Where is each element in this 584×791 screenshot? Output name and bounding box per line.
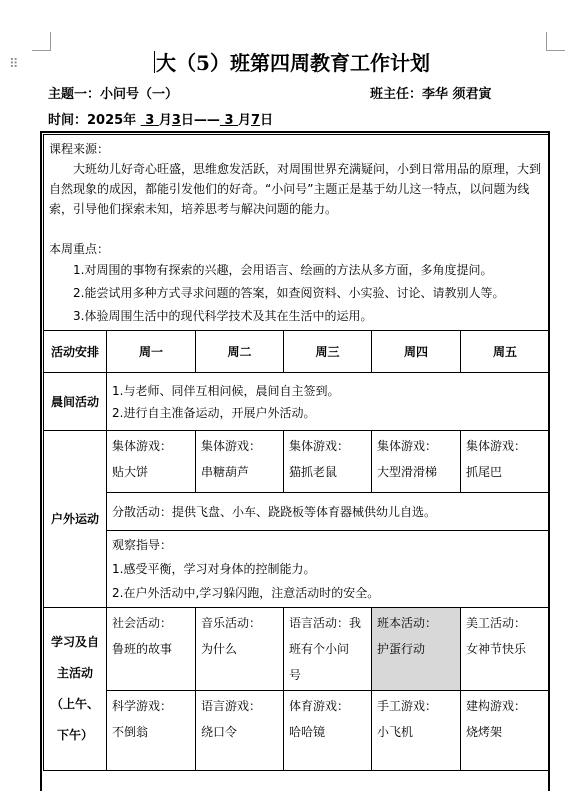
outdoor-guide-cell[interactable] — [107, 531, 550, 608]
course-source-label: 课程来源： — [49, 142, 110, 156]
cell-name: 绕口令 — [201, 725, 238, 739]
cell-type: 班本活动： — [377, 616, 438, 630]
learning-cell[interactable] — [461, 691, 550, 771]
outdoor-game-cell[interactable] — [372, 431, 461, 493]
cell-name: 护蛋行动 — [377, 642, 426, 656]
time-month-2: 3 — [224, 113, 234, 128]
learning-cell-highlighted[interactable] — [372, 608, 461, 691]
learning-cell[interactable] — [284, 608, 372, 691]
morning-line: 2.进行自主准备运动，开展户外活动。 — [112, 405, 316, 420]
drag-handle-icon[interactable]: ⠿ — [9, 57, 18, 72]
header-thursday[interactable]: 周四 — [372, 331, 461, 373]
teachers-label: 班主任： — [370, 87, 423, 102]
cell-name: 不倒翁 — [112, 725, 149, 739]
outdoor-game-cell[interactable] — [461, 431, 550, 493]
teachers-line[interactable] — [370, 86, 492, 104]
cell-type: 音乐活动： — [201, 616, 262, 630]
cell-type: 手工游戏： — [377, 699, 438, 713]
cell-name: 鲁班的故事 — [112, 642, 173, 656]
cell-type: 集体游戏： — [466, 439, 527, 453]
cell-type: 美工活动： — [466, 616, 527, 630]
outdoor-guide-row — [44, 531, 550, 608]
time-day-2: 7 — [251, 113, 261, 128]
guide-label: 观察指导： — [112, 538, 173, 552]
learning-cell[interactable] — [284, 691, 372, 771]
cell-type: 语言游戏： — [201, 699, 262, 713]
focus-item: 2.能尝试用多种方式寻求问题的答案，如查阅资料、小实验、讨论、请教别人等。 — [73, 286, 505, 300]
cell-name: 串糖葫芦 — [201, 465, 250, 479]
focus-item: 1.对周围的事物有探索的兴趣，会用语言、绘画的方法从多方面，多角度提问。 — [73, 263, 493, 277]
cell-name: 贴大饼 — [112, 465, 149, 479]
theme-text: 主题一：小问号（一） — [48, 87, 179, 102]
row-label-outdoor[interactable]: 户外运动 — [44, 431, 107, 608]
cell-type: 建构游戏： — [466, 699, 527, 713]
learning-cell[interactable] — [372, 691, 461, 771]
title-text: 大（5）班第四周教育工作计划 — [156, 51, 430, 75]
learning-cell[interactable] — [461, 608, 550, 691]
theme-line[interactable] — [48, 86, 178, 104]
outdoor-split-activity[interactable]: 分散活动：提供飞盘、小车、跷跷板等体育器械供幼儿自选。 — [107, 493, 550, 531]
header-row — [44, 331, 550, 373]
cell-type: 集体游戏： — [289, 439, 350, 453]
course-source-text: 大班幼儿好奇心旺盛，思维愈发活跃，对周围世界充满疑问，小到日常用品的原理，大到自然现象的成因，都能引发他们的好奇。“小问号”主题正是基于幼儿这一特点，以问题为线索，引导他们探索未知，培养思考与解决问题的能力。 — [49, 162, 542, 216]
row-label-morning[interactable]: 晨间活动 — [44, 373, 107, 431]
text-cursor — [154, 51, 155, 73]
cell-name: 班有个小问 — [289, 642, 350, 656]
morning-content[interactable] — [107, 373, 550, 431]
plan-table — [43, 134, 550, 771]
outdoor-split-row — [44, 493, 550, 531]
time-prefix: 时间：2025年 — [48, 113, 137, 128]
month-char: 月 — [238, 113, 252, 128]
label-line: （上午、 — [50, 697, 99, 711]
time-separator: 日—— — [180, 113, 220, 128]
learning-cell[interactable] — [196, 608, 284, 691]
time-line[interactable] — [48, 112, 273, 130]
row-label-learning[interactable] — [44, 608, 107, 771]
label-line: 主活动 — [56, 666, 93, 680]
time-day-1: 3 — [171, 113, 181, 128]
cell-name: 为什么 — [201, 642, 238, 656]
header-friday[interactable]: 周五 — [461, 331, 550, 373]
cell-type: 体育游戏： — [289, 699, 350, 713]
cell-type: 集体游戏： — [377, 439, 438, 453]
learning-row-1 — [44, 608, 550, 691]
cell-type: 语言活动：我 — [289, 616, 362, 630]
cell-name: 烧烤架 — [466, 725, 503, 739]
guide-item: 1.感受平衡，学习对身体的控制能力。 — [112, 562, 316, 576]
learning-cell[interactable] — [107, 608, 196, 691]
header-monday[interactable]: 周一 — [107, 331, 196, 373]
outdoor-game-cell[interactable] — [284, 431, 372, 493]
learning-cell[interactable] — [107, 691, 196, 771]
header-tuesday[interactable]: 周二 — [196, 331, 284, 373]
cell-name: 女神节快乐 — [466, 642, 527, 656]
outdoor-game-cell[interactable] — [196, 431, 284, 493]
cell-extra: 号 — [289, 668, 302, 682]
label-line: 学习及自 — [50, 635, 99, 649]
cell-name: 大型滑滑梯 — [377, 465, 438, 479]
morning-line: 1.与老师、同伴互相问候，晨间自主签到。 — [112, 383, 340, 398]
outdoor-games-row — [44, 431, 550, 493]
cell-name: 哈哈镜 — [289, 725, 326, 739]
header-wednesday[interactable]: 周三 — [284, 331, 372, 373]
label-line: 下午） — [56, 728, 93, 742]
teachers-names: 李华 须君寅 — [422, 87, 492, 102]
cell-type: 科学游戏： — [112, 699, 173, 713]
cell-type: 集体游戏： — [112, 439, 173, 453]
intro-cell[interactable] — [44, 135, 550, 331]
cell-type: 社会活动： — [112, 616, 173, 630]
guide-item: 2.在户外活动中,学习躲闪跑，注意活动时的安全。 — [112, 586, 380, 600]
focus-item: 3.体验周围生活中的现代科学技术及其在生活中的运用。 — [73, 309, 373, 323]
learning-row-2 — [44, 691, 550, 771]
cell-type: 集体游戏： — [201, 439, 262, 453]
outdoor-game-cell[interactable] — [107, 431, 196, 493]
cell-name: 猫抓老鼠 — [289, 465, 338, 479]
week-focus-label: 本周重点： — [49, 242, 110, 256]
learning-cell[interactable] — [196, 691, 284, 771]
page-title[interactable] — [0, 49, 584, 77]
time-month-1: 3 — [145, 113, 155, 128]
morning-row — [44, 373, 550, 431]
month-char: 月 — [158, 113, 172, 128]
header-activity[interactable]: 活动安排 — [44, 331, 107, 373]
cell-name: 小飞机 — [377, 725, 414, 739]
cell-name: 抓尾巴 — [466, 465, 503, 479]
day-char: 日 — [260, 113, 274, 128]
